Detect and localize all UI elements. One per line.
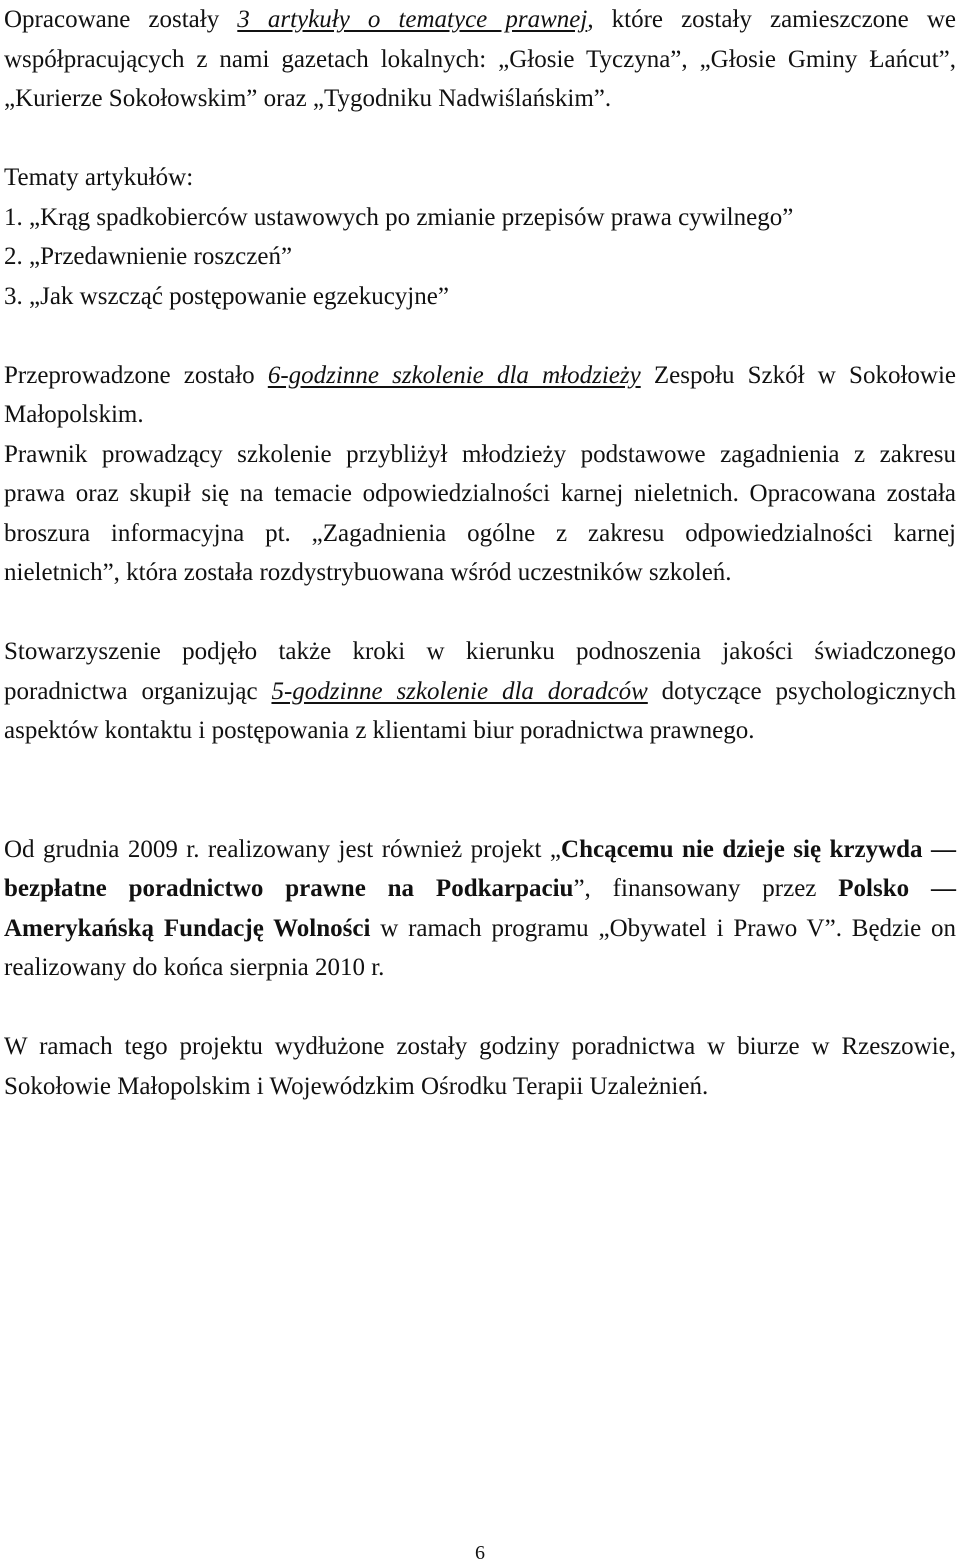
youth-training-link[interactable]: 6-godzinne szkolenie dla młodzieży bbox=[267, 361, 641, 389]
spacer bbox=[4, 119, 956, 159]
topic-item-2: 2. „Przedawnienie roszczeń” bbox=[4, 243, 293, 270]
project-text-start: Od grudnia 2009 r. realizowany jest również projekt „ bbox=[4, 835, 562, 863]
topic-item-3: 3. „Jak wszcząć postępowanie egzekucyjne” bbox=[4, 282, 449, 310]
youth-training-text-end: Zespołu Szkół w Sokołowie Małopolskim. bbox=[4, 361, 956, 428]
advisors-training-text-end: dotyczące psychologicznych aspektów kontaktu i postępowania z klientami biur poradnictwa prawnego. bbox=[4, 677, 956, 744]
intro-text-end: , które zostały zamieszczone we współpracujących z nami gazetach lokalnych: „Głosie Tyczyna”, „Głosie Gminy Łańcut”, „Kurierze Sokołowskim” oraz „Tygodniku Nadwiślańskim”. bbox=[4, 6, 957, 112]
topics-heading: Tematy artykułów: bbox=[4, 164, 194, 191]
topic-item-1: 1. „Krąg spadkobierców ustawowych po zmianie przepisów prawa cywilnego” bbox=[4, 203, 794, 231]
youth-training-text-start: Przeprowadzone zostało bbox=[4, 361, 268, 389]
spacer bbox=[4, 316, 956, 356]
advisors-training-text-start: Stowarzyszenie podjęło także kroki w kierunku podnoszenia jakości świadczonego poradnictwa organizując bbox=[4, 638, 956, 705]
project-text-mid: ”, finansowany przez bbox=[573, 875, 839, 902]
intro-paragraph bbox=[4, 0, 956, 119]
page-number: 6 bbox=[475, 1542, 485, 1564]
spacer bbox=[4, 751, 956, 830]
project-name: Chcącemu nie dzieje się krzywda — bezpłatne poradnictwo prawne na Podkarpaciu bbox=[4, 835, 956, 902]
hours-paragraph: W ramach tego projektu wydłużone zostały godziny poradnictwa w biurze w Rzeszowie, Sokołowie Małopolskim i Wojewódzkim Ośrodku Terapii Uzależnień. bbox=[4, 1033, 956, 1100]
spacer bbox=[4, 593, 956, 633]
spacer bbox=[4, 988, 956, 1028]
advisors-training-paragraph bbox=[4, 632, 956, 751]
project-paragraph bbox=[4, 830, 956, 988]
document-page bbox=[4, 0, 956, 1106]
youth-training-details: Prawnik prowadzący szkolenie przybliżył młodzieży podstawowe zagadnienia z zakresu prawa oraz skupił się na temacie odpowiedzialności karnej nieletnich. Opracowana została broszura informacyjna pt. „Zagadnienia ogólne z zakresu odpowiedzialności karnej nieletnich”, która została rozdystrybuowana wśród uczestników szkoleń. bbox=[4, 440, 956, 586]
project-text-end: w ramach programu „Obywatel i Prawo V”. Będzie on realizowany do końca sierpnia 2010 r. bbox=[4, 914, 956, 981]
youth-training-paragraph bbox=[4, 356, 956, 435]
advisors-training-link[interactable]: 5-godzinne szkolenie dla doradców bbox=[271, 677, 648, 705]
articles-link[interactable]: 3 artykuły o tematyce prawnej bbox=[237, 6, 588, 33]
funder-name: Polsko — Amerykańską Fundację Wolności bbox=[4, 875, 956, 942]
intro-text-start: Opracowane zostały bbox=[4, 6, 238, 33]
